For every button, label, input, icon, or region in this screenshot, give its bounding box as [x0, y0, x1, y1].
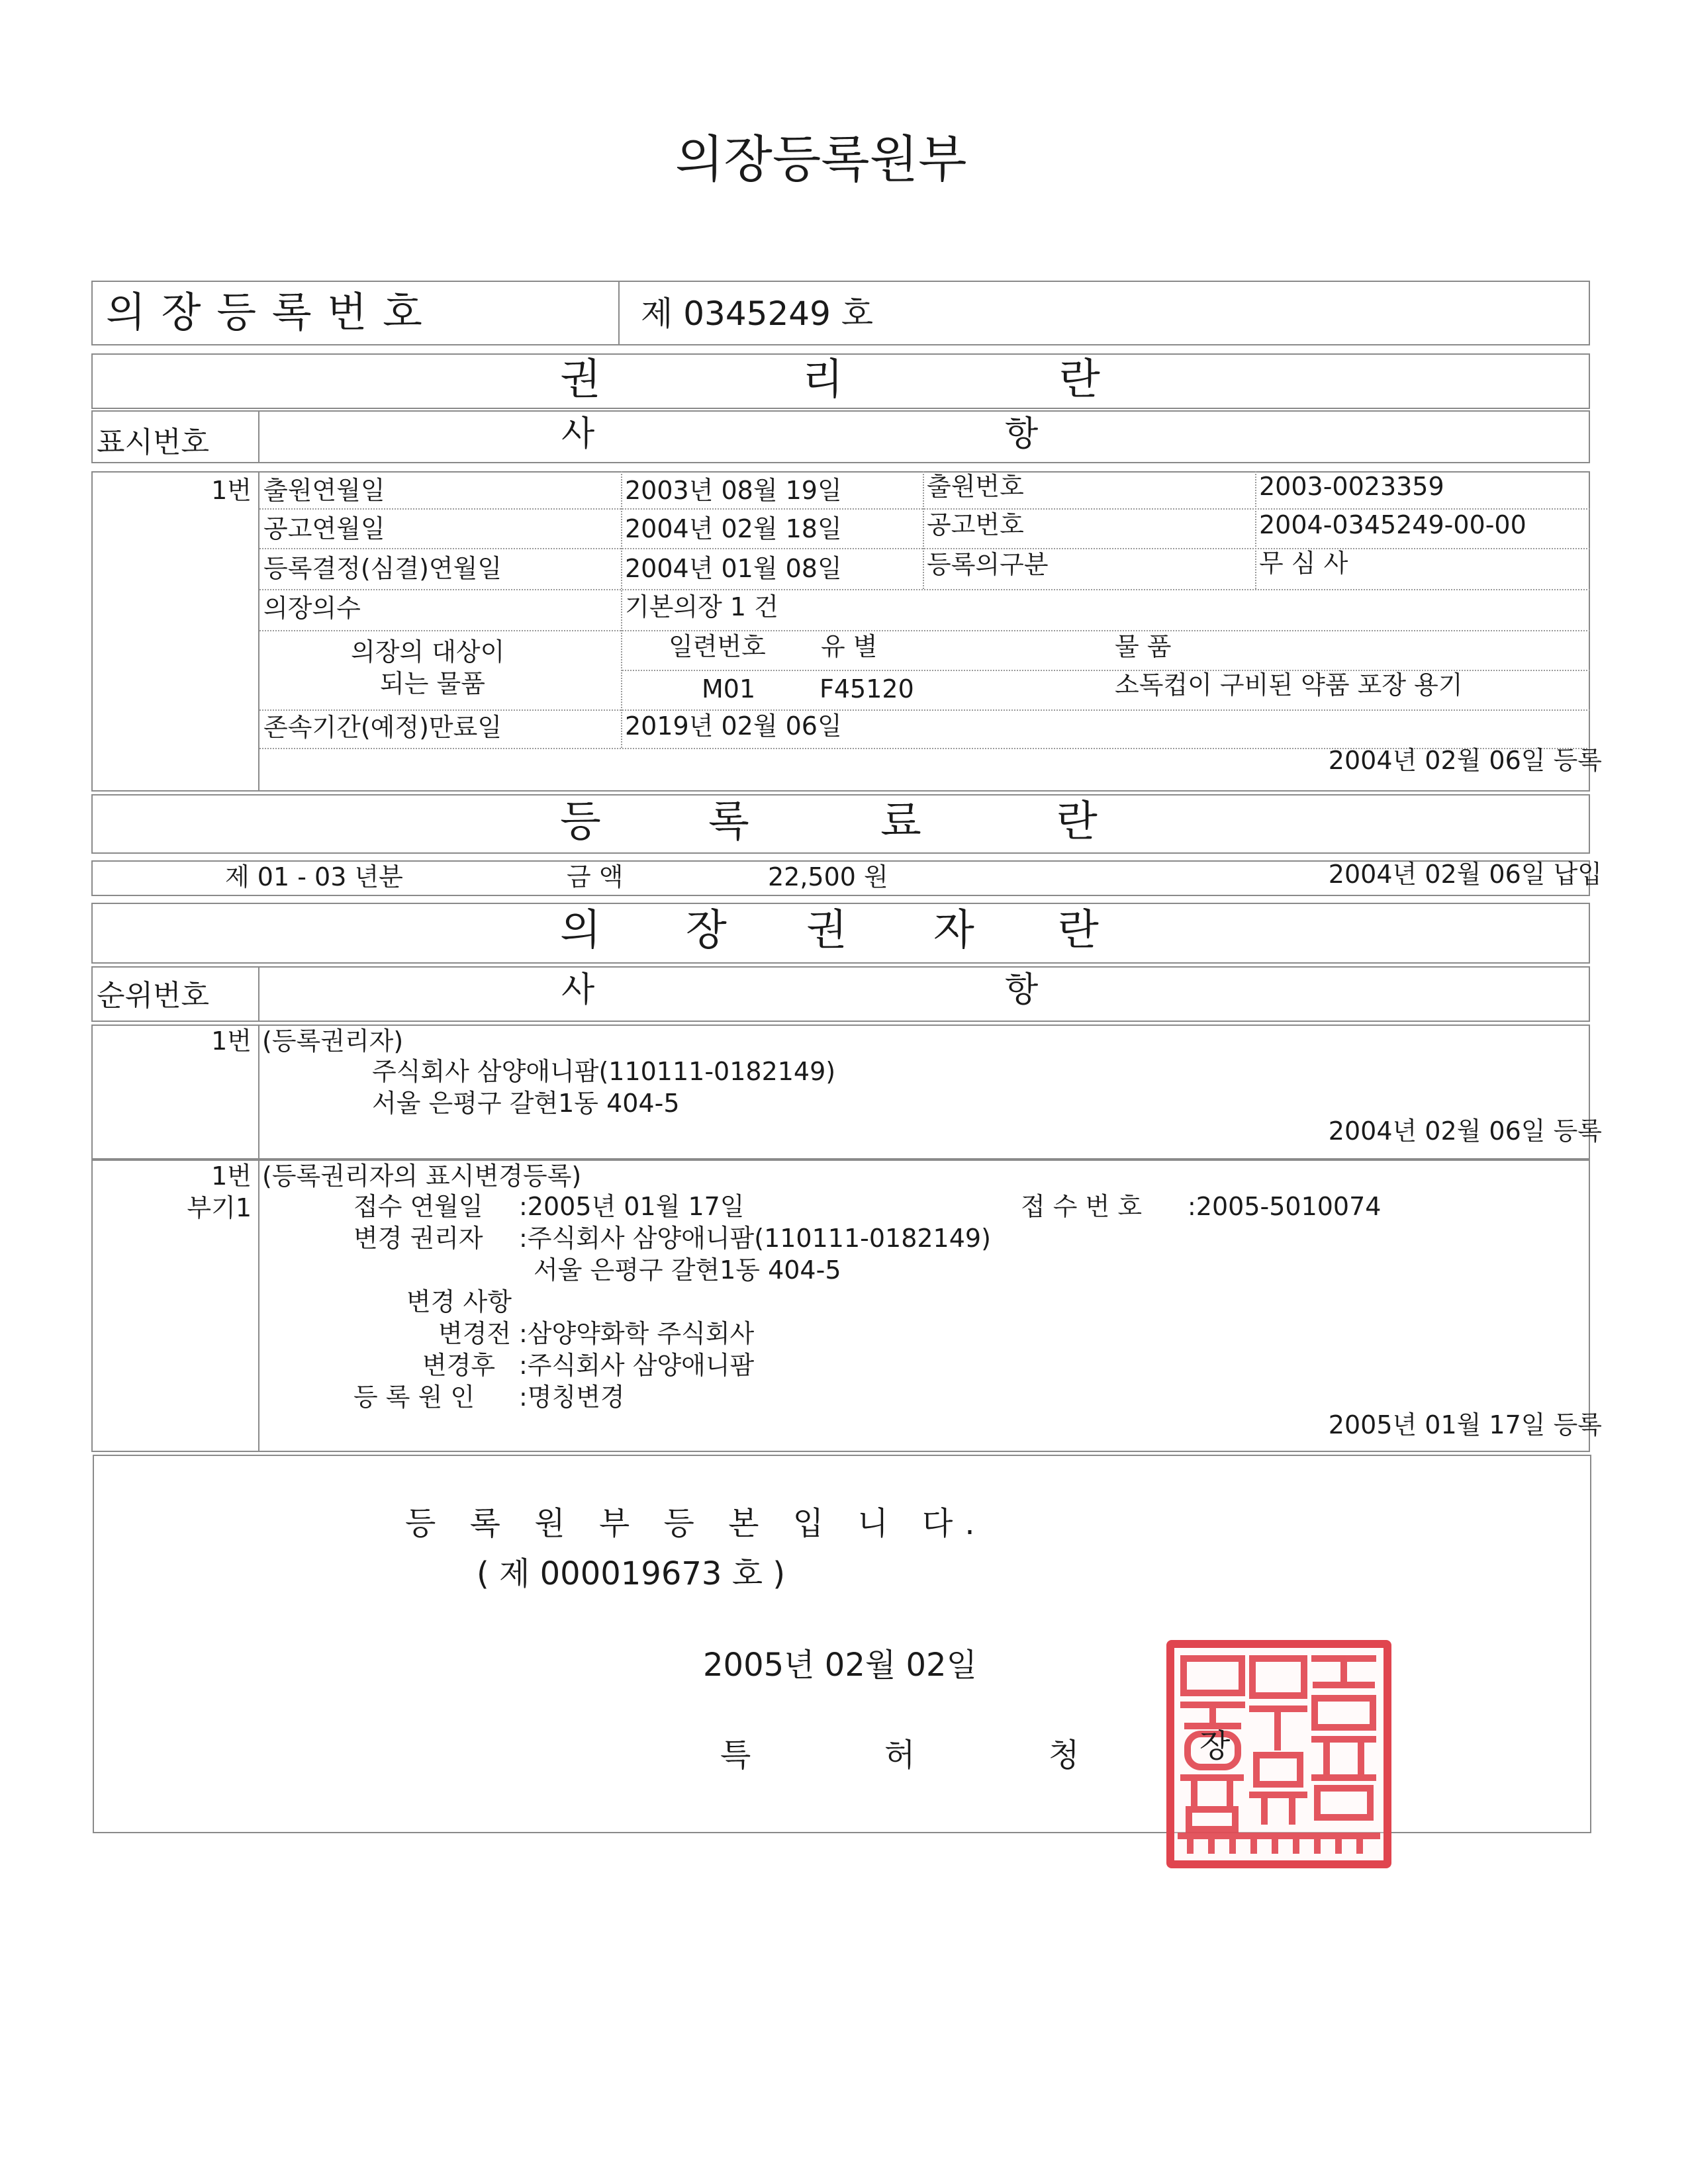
- holder-header-4: 자: [933, 906, 974, 955]
- fee-header-box: [91, 794, 1590, 854]
- fee-header-2: 록: [708, 797, 749, 846]
- holder-col-matter-2: 항: [1005, 970, 1039, 1010]
- certificate-date: 2005년 02월 02일: [703, 1647, 977, 1684]
- publication-date-value: 2004년 02월 18일: [625, 514, 842, 543]
- articles-article: 소독컵이 구비된 약품 포장 용기: [1115, 670, 1463, 700]
- registration-type-label: 등록의구분: [927, 550, 1049, 579]
- receipt-date-label: 접수 연월일: [353, 1192, 483, 1221]
- changed-holder-label: 변경 권리자: [353, 1224, 483, 1253]
- holder-header-2: 장: [686, 906, 727, 955]
- filing-date-label: 출원연월일: [263, 476, 385, 505]
- holder-header-5: 란: [1058, 906, 1099, 955]
- holder-entry2-registered: 2005년 01월 17일 등록: [1328, 1410, 1602, 1439]
- fee-amount-value: 22,500 원: [768, 862, 888, 891]
- fee-paid: 2004년 02월 06일 납입: [1328, 860, 1602, 889]
- articles-label-line1: 의장의 대상이: [351, 637, 505, 666]
- fee-period: 제 01 - 03 년분: [225, 862, 403, 891]
- changed-holder-address: 서울 은평구 갈현1동 404-5: [534, 1255, 841, 1285]
- decision-date-value: 2004년 01월 08일: [625, 554, 842, 583]
- issuer-char-2: 허: [884, 1737, 915, 1774]
- articles-serial: M01: [702, 674, 756, 704]
- articles-header-class: 유 별: [821, 632, 878, 661]
- issuer-char-1: 특: [720, 1737, 751, 1774]
- rights-header-2: 리: [802, 355, 843, 404]
- fee-amount-label: 금 액: [567, 862, 624, 891]
- articles-class: F45120: [820, 674, 914, 704]
- rights-registered: 2004년 02월 06일 등록: [1328, 746, 1602, 775]
- holder-col-header-box: [91, 966, 1590, 1022]
- holder-entry1-no: 1번: [211, 1026, 252, 1056]
- holder-header-3: 권: [806, 906, 847, 955]
- design-count-label: 의장의수: [263, 594, 361, 623]
- cause-value: :명칭변경: [519, 1383, 625, 1412]
- holder-entry1-name: 주식회사 삼양애니팜(110111-0182149): [372, 1057, 836, 1086]
- holder-entry1-address: 서울 은평구 갈현1동 404-5: [372, 1089, 680, 1118]
- holder-entry1-type: (등록권리자): [262, 1026, 404, 1056]
- publication-number-value: 2004-0345249-00-00: [1259, 510, 1526, 539]
- issuer-char-4: 장: [1199, 1727, 1231, 1764]
- registration-type-value: 무 심 사: [1259, 549, 1348, 578]
- rights-entry-no: 1번: [211, 476, 252, 505]
- fee-header-3: 료: [880, 797, 921, 846]
- receipt-number-label: 접 수 번 호: [1021, 1192, 1143, 1221]
- expiry-value: 2019년 02월 06일: [625, 711, 842, 741]
- before-label: 변경전: [438, 1319, 512, 1348]
- holder-entry2-sub: 부기1: [187, 1193, 252, 1222]
- rights-col-header-box: [91, 410, 1590, 463]
- rights-col-number: 표시번호: [97, 426, 210, 459]
- reg-number-label: 의 장 등 록 번 호: [106, 288, 424, 336]
- certificate-statement: 등 록 원 부 등 본 입 니 다.: [405, 1505, 987, 1542]
- articles-header-article: 물 품: [1115, 632, 1172, 661]
- reg-number-value: 제 0345249 호: [641, 295, 874, 333]
- holder-header-1: 의: [560, 906, 601, 955]
- filing-date-value: 2003년 08월 19일: [625, 476, 842, 505]
- holder-entry2-no: 1번: [211, 1161, 252, 1191]
- design-count-value: 기본의장 1 건: [625, 592, 778, 621]
- cause-label: 등 록 원 인: [353, 1383, 475, 1412]
- fee-header-4: 란: [1056, 797, 1098, 846]
- publication-number-label: 공고번호: [927, 510, 1024, 539]
- holder-col-matter-1: 사: [561, 970, 595, 1010]
- after-value: :주식회사 삼양애니팜: [519, 1351, 755, 1380]
- change-matter-label: 변경 사항: [406, 1287, 512, 1316]
- decision-date-label: 등록결정(심결)연월일: [263, 554, 502, 583]
- after-label: 변경후: [422, 1351, 496, 1380]
- fee-header-1: 등: [560, 797, 601, 846]
- filing-number-value: 2003-0023359: [1259, 472, 1444, 501]
- changed-holder-value: :주식회사 삼양애니팜(110111-0182149): [519, 1224, 991, 1253]
- articles-header-serial: 일련번호: [669, 632, 766, 661]
- holder-entry2-type: (등록권리자의 표시변경등록): [262, 1161, 582, 1191]
- receipt-date-value: :2005년 01월 17일: [519, 1192, 745, 1221]
- receipt-number-value: :2005-5010074: [1188, 1192, 1382, 1221]
- expiry-label: 존속기간(예정)만료일: [263, 713, 502, 742]
- certificate-copy-number: ( 제 000019673 호 ): [477, 1555, 786, 1592]
- rights-header-1: 권: [560, 355, 601, 404]
- document-title: 의장등록원부: [675, 130, 967, 189]
- rights-header-3: 란: [1059, 355, 1100, 404]
- publication-date-label: 공고연월일: [263, 514, 385, 543]
- before-value: :삼양약화학 주식회사: [519, 1319, 755, 1348]
- rights-col-matter-2: 항: [1005, 414, 1039, 454]
- articles-label-line2: 되는 물품: [380, 669, 485, 698]
- issuer-char-3: 청: [1049, 1737, 1080, 1774]
- filing-number-label: 출원번호: [927, 472, 1024, 501]
- holder-entry1-registered: 2004년 02월 06일 등록: [1328, 1116, 1602, 1146]
- rights-col-matter-1: 사: [561, 414, 595, 454]
- holder-col-number: 순위번호: [97, 979, 210, 1013]
